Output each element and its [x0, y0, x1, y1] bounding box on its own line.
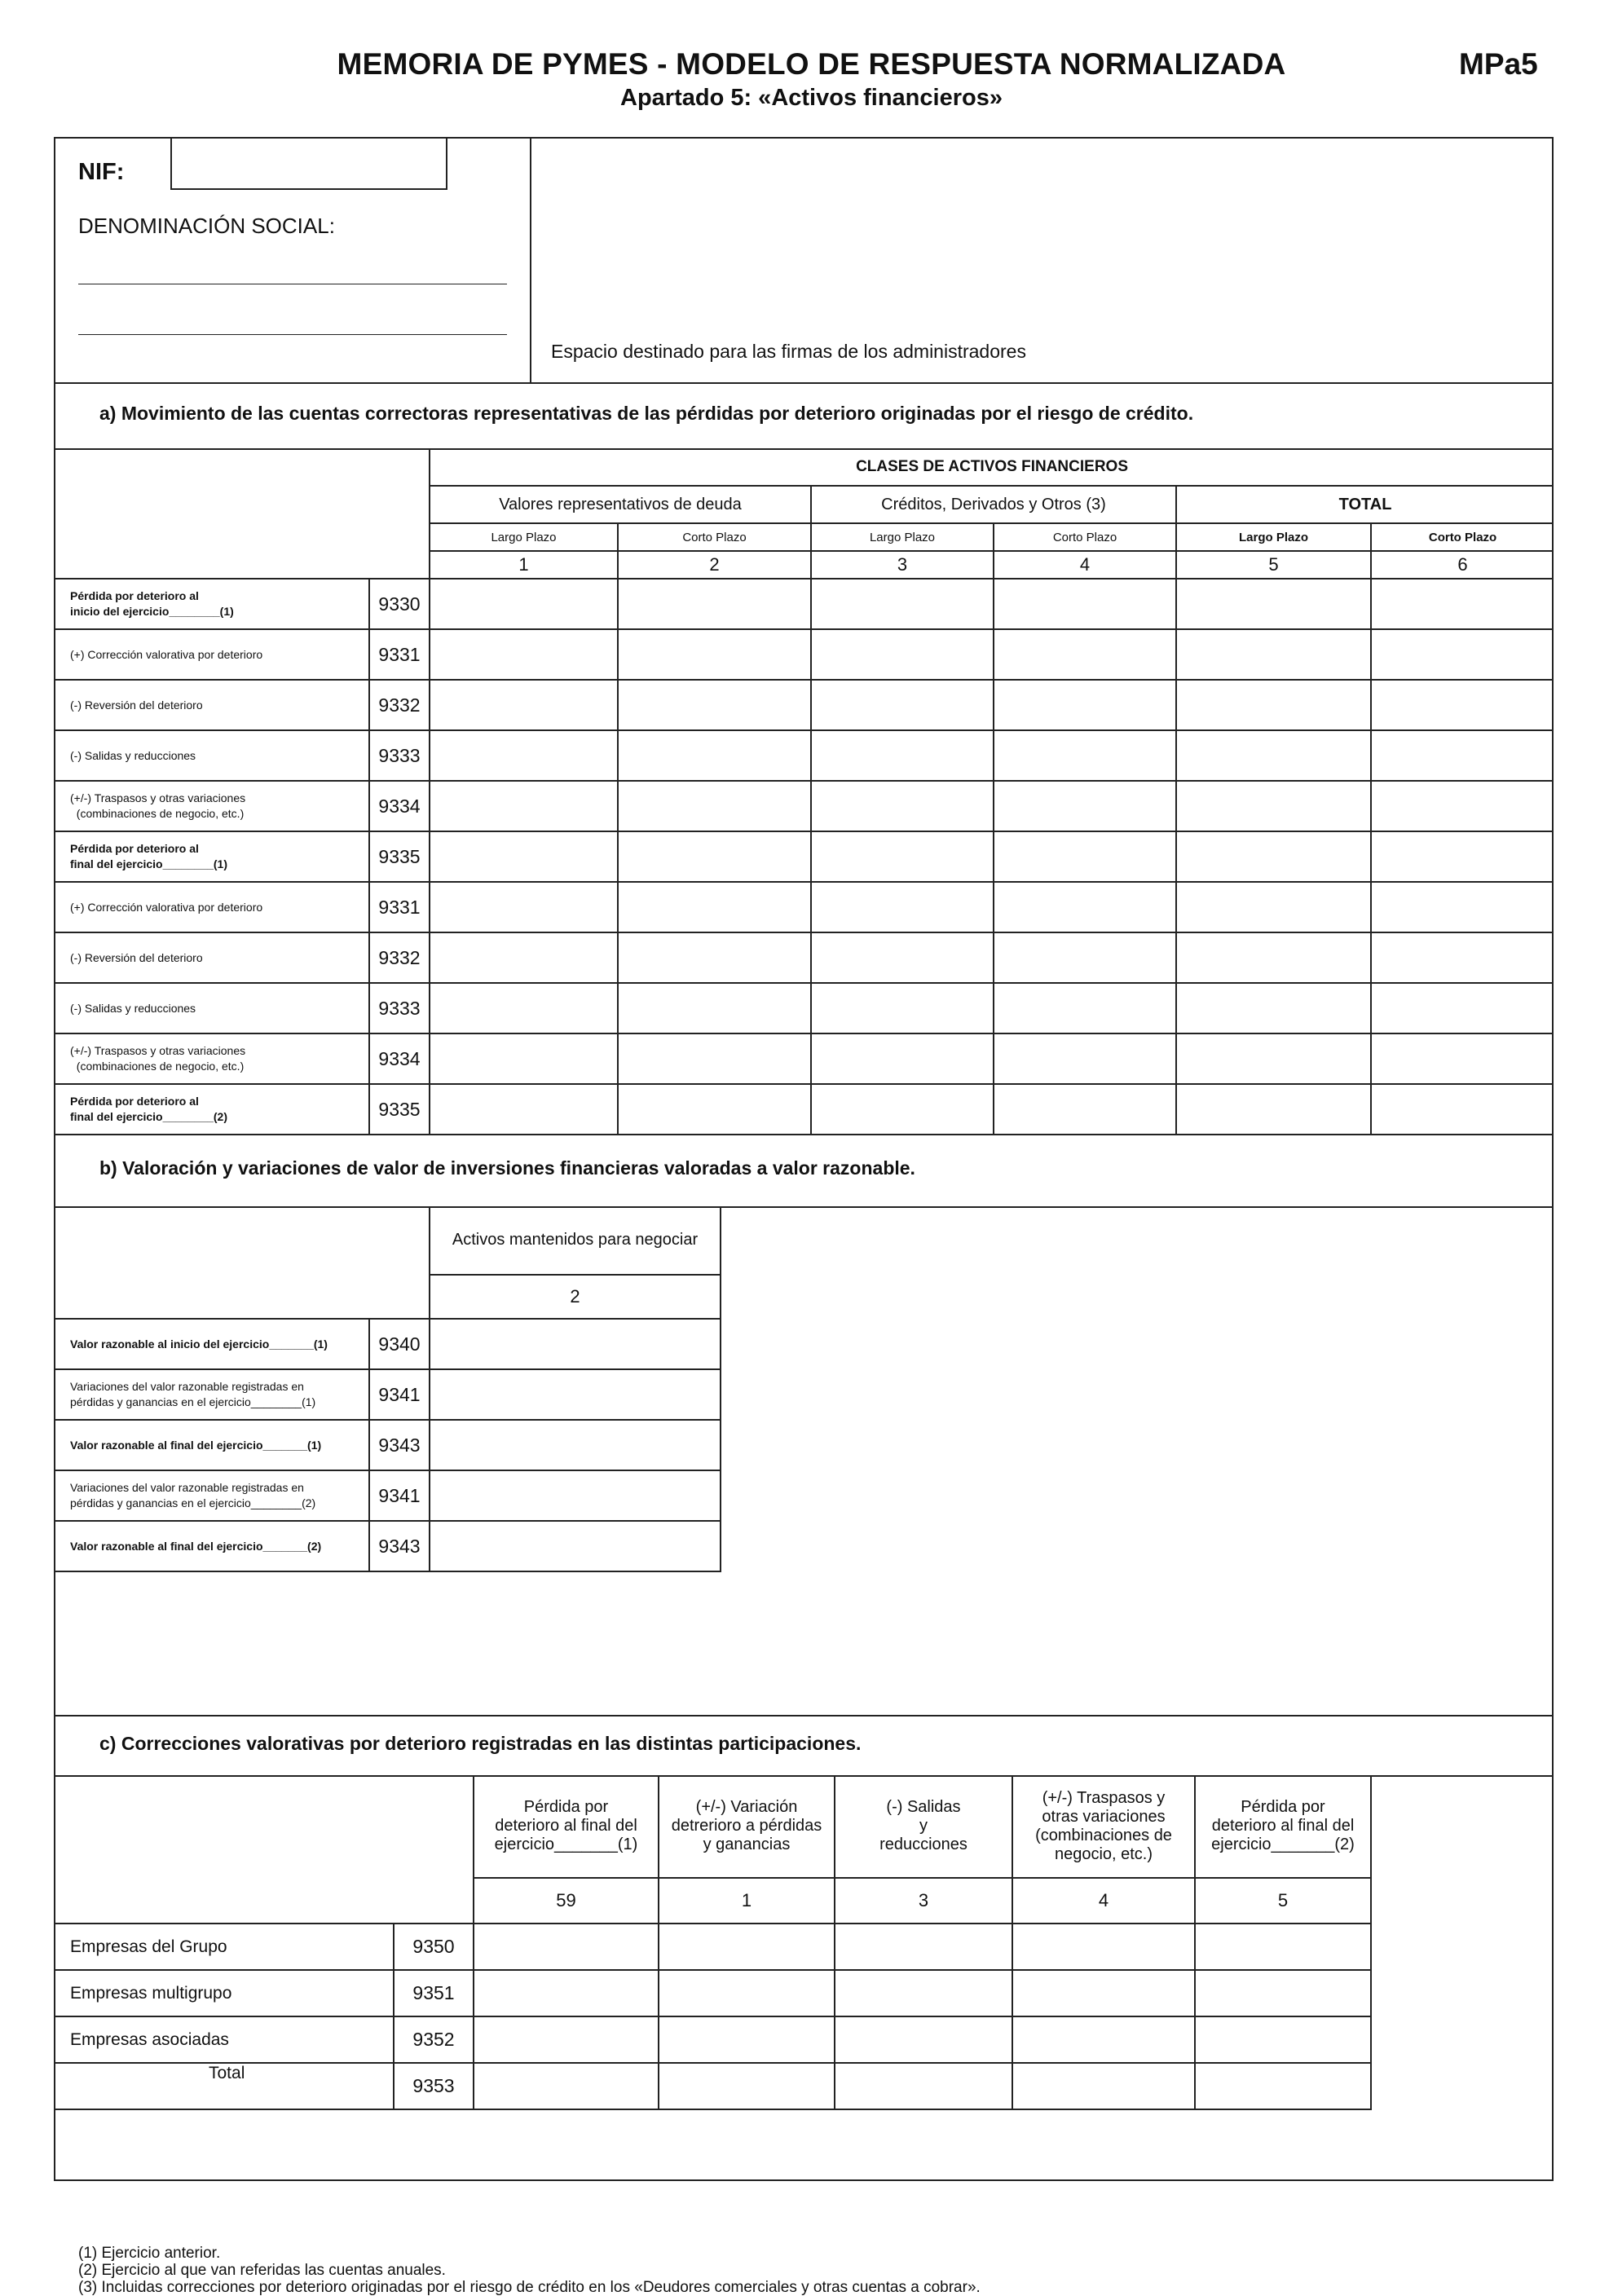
input-cell[interactable] — [659, 2016, 835, 2063]
input-cell[interactable] — [430, 680, 618, 730]
table-row — [54, 2016, 1371, 2063]
input-cell[interactable] — [430, 1470, 721, 1521]
row-label-line-2: final del ejercicio________(1) — [70, 857, 227, 870]
table-row — [54, 730, 1554, 781]
input-cell[interactable] — [811, 1084, 994, 1135]
input-cell[interactable] — [618, 1033, 811, 1084]
row-code: 9332 — [369, 680, 430, 730]
input-cell[interactable] — [1012, 2063, 1195, 2109]
input-cell[interactable] — [811, 781, 994, 831]
input-cell[interactable] — [618, 983, 811, 1033]
input-cell[interactable] — [618, 831, 811, 882]
input-cell[interactable] — [835, 2063, 1012, 2109]
input-cell[interactable] — [1371, 579, 1554, 629]
divider — [55, 1715, 1552, 1716]
table-row — [54, 629, 1554, 680]
input-cell[interactable] — [1176, 831, 1371, 882]
table-row — [54, 1369, 721, 1420]
input-cell[interactable] — [994, 730, 1176, 781]
input-cell[interactable] — [430, 579, 618, 629]
row-label — [54, 730, 369, 781]
note-1: (1) Ejercicio anterior. — [78, 2245, 221, 2262]
table-row — [54, 1033, 1554, 1084]
input-cell[interactable] — [1195, 1924, 1371, 1970]
input-cell[interactable] — [1012, 1924, 1195, 1970]
input-cell[interactable] — [430, 1369, 721, 1420]
input-cell[interactable] — [811, 629, 994, 680]
input-cell[interactable] — [1371, 680, 1554, 730]
input-cell[interactable] — [1371, 629, 1554, 680]
row-label — [54, 1033, 369, 1084]
row-label-line-2: pérdidas y ganancias en el ejercicio________(1) — [70, 1395, 316, 1408]
row-label — [54, 680, 369, 730]
input-cell[interactable] — [1176, 629, 1371, 680]
row-code: 9340 — [369, 1319, 430, 1369]
input-cell[interactable] — [618, 579, 811, 629]
row-code: 9331 — [369, 629, 430, 680]
input-cell[interactable] — [994, 1084, 1176, 1135]
table-row — [54, 1319, 721, 1369]
input-cell[interactable] — [1176, 882, 1371, 932]
row-label — [54, 1420, 369, 1470]
input-cell[interactable] — [994, 629, 1176, 680]
input-cell[interactable] — [1371, 1084, 1554, 1135]
table-row — [54, 2063, 1371, 2109]
input-cell[interactable] — [1012, 2016, 1195, 2063]
row-label-line-1: Valor razonable al inicio del ejercicio_______(1) — [70, 1337, 328, 1351]
input-cell[interactable] — [474, 2016, 659, 2063]
row-label: Empresas multigrupo — [54, 1970, 394, 2016]
table-row — [54, 781, 1554, 831]
row-label-line-1: Valor razonable al final del ejercicio_______(2) — [70, 1539, 322, 1553]
row-label-line-1: (+) Corrección valorativa por deterioro — [70, 647, 263, 661]
input-cell[interactable] — [430, 882, 618, 932]
row-code: 9341 — [369, 1369, 430, 1420]
input-cell[interactable] — [1176, 1033, 1371, 1084]
table-row — [54, 579, 1554, 629]
section-b-col-number: 2 — [430, 1275, 721, 1319]
section-a-corner — [54, 448, 430, 579]
row-code: 9343 — [369, 1420, 430, 1470]
row-code: 9351 — [394, 1970, 474, 2016]
form-frame — [54, 137, 1554, 2296]
table-row — [54, 831, 1554, 882]
section-c-title: c) Correcciones valorativas por deterioro registradas en las distintas participaciones. — [99, 1733, 862, 1754]
row-code: 9334 — [369, 1033, 430, 1084]
row-label-line-1: (-) Reversión del deterioro — [70, 950, 203, 964]
col-number-6: 6 — [1371, 551, 1554, 579]
section-c-col-number-5: 5 — [1195, 1878, 1371, 1924]
input-cell[interactable] — [430, 1420, 721, 1470]
input-cell[interactable] — [430, 831, 618, 882]
row-code: 9334 — [369, 781, 430, 831]
input-cell[interactable] — [1371, 882, 1554, 932]
section-c-table — [54, 1775, 1372, 2110]
table-row — [54, 983, 1554, 1033]
input-cell[interactable] — [430, 983, 618, 1033]
input-cell[interactable] — [1176, 932, 1371, 983]
input-cell[interactable] — [1371, 983, 1554, 1033]
subcol-6: Corto Plazo — [1371, 523, 1554, 551]
subcol-3: Largo Plazo — [811, 523, 994, 551]
input-cell[interactable] — [618, 882, 811, 932]
table-row — [54, 882, 1554, 932]
page-title: MEMORIA DE PYMES - MODELO DE RESPUESTA NORMALIZADA — [337, 47, 1286, 81]
input-cell[interactable] — [1176, 1084, 1371, 1135]
input-cell[interactable] — [1371, 831, 1554, 882]
firmas-label: Espacio destinado para las firmas de los administradores — [551, 341, 1026, 362]
input-cell[interactable] — [1195, 2063, 1371, 2109]
input-cell[interactable] — [1176, 680, 1371, 730]
row-label-line-1: Valor razonable al final del ejercicio_______(1) — [70, 1438, 322, 1452]
row-label-line-2: (combinaciones de negocio, etc.) — [70, 1060, 245, 1073]
row-label — [54, 983, 369, 1033]
section-c-col-number-2: 1 — [659, 1878, 835, 1924]
section-c-col-number-1: 59 — [474, 1878, 659, 1924]
row-label-line-2: inicio del ejercicio________(1) — [70, 605, 234, 618]
input-cell[interactable] — [1195, 2016, 1371, 2063]
nif-input[interactable] — [170, 139, 447, 190]
row-label — [54, 831, 369, 882]
input-cell[interactable] — [811, 983, 994, 1033]
subcol-2: Corto Plazo — [618, 523, 811, 551]
section-b-table — [54, 1206, 721, 1572]
input-cell[interactable] — [1176, 983, 1371, 1033]
row-label — [54, 1521, 369, 1571]
section-a-table — [54, 448, 1554, 1135]
input-cell[interactable] — [1012, 1970, 1195, 2016]
input-cell[interactable] — [1371, 932, 1554, 983]
row-code: 9352 — [394, 2016, 474, 2063]
row-code: 9350 — [394, 1924, 474, 1970]
input-cell[interactable] — [430, 781, 618, 831]
section-c-col-header-1: Pérdida por deterioro al final del ejercicio_______(1) — [474, 1775, 659, 1878]
input-cell[interactable] — [811, 932, 994, 983]
input-cell[interactable] — [994, 1033, 1176, 1084]
row-code: 9332 — [369, 932, 430, 983]
col-group-total: TOTAL — [1176, 486, 1554, 523]
input-cell[interactable] — [430, 932, 618, 983]
row-label-line-2: pérdidas y ganancias en el ejercicio________(2) — [70, 1496, 316, 1509]
row-label — [54, 629, 369, 680]
input-cell[interactable] — [618, 1084, 811, 1135]
input-cell[interactable] — [659, 1970, 835, 2016]
row-label — [54, 932, 369, 983]
row-label-line-2: final del ejercicio________(2) — [70, 1110, 227, 1123]
col-number-1: 1 — [430, 551, 618, 579]
subcol-4: Corto Plazo — [994, 523, 1176, 551]
row-code: 9341 — [369, 1470, 430, 1521]
table-row — [54, 1521, 721, 1571]
input-cell[interactable] — [811, 831, 994, 882]
input-cell[interactable] — [994, 831, 1176, 882]
input-cell[interactable] — [994, 579, 1176, 629]
input-cell[interactable] — [474, 1970, 659, 2016]
table-row — [54, 1970, 1371, 2016]
section-b-corner — [54, 1206, 430, 1319]
row-label: Total — [54, 2063, 394, 2109]
input-cell[interactable] — [430, 1521, 721, 1571]
input-cell[interactable] — [430, 1084, 618, 1135]
input-cell[interactable] — [618, 932, 811, 983]
note-3: (3) Incluidas correcciones por deterioro originadas por el riesgo de crédito en los «Deudores comerciales y otras cuentas a cobrar». — [78, 2279, 981, 2296]
section-c-col-header-4: (+/-) Traspasos y otras variaciones (combinaciones de negocio, etc.) — [1012, 1775, 1195, 1878]
input-cell[interactable] — [659, 1924, 835, 1970]
page-subtitle: Apartado 5: «Activos financieros» — [620, 85, 1003, 111]
row-code: 9335 — [369, 1084, 430, 1135]
input-cell[interactable] — [835, 2016, 1012, 2063]
col-number-4: 4 — [994, 551, 1176, 579]
row-label-line-1: (-) Salidas y reducciones — [70, 1001, 196, 1015]
row-label — [54, 882, 369, 932]
row-code: 9335 — [369, 831, 430, 882]
row-label-line-1: Pérdida por deterioro al — [70, 589, 199, 602]
input-cell[interactable] — [1195, 1970, 1371, 2016]
row-code: 9343 — [369, 1521, 430, 1571]
row-label — [54, 1369, 369, 1420]
row-label-line-2: (combinaciones de negocio, etc.) — [70, 807, 245, 820]
section-c-col-header-3: (-) Salidas y reducciones — [835, 1775, 1012, 1878]
input-cell[interactable] — [474, 2063, 659, 2109]
table-row — [54, 680, 1554, 730]
input-cell[interactable] — [994, 680, 1176, 730]
input-cell[interactable] — [811, 1033, 994, 1084]
input-cell[interactable] — [659, 2063, 835, 2109]
row-code: 9353 — [394, 2063, 474, 2109]
input-cell[interactable] — [474, 1924, 659, 1970]
section-b-col-header: Activos mantenidos para negociar — [430, 1206, 721, 1275]
row-code: 9333 — [369, 730, 430, 781]
input-cell[interactable] — [430, 629, 618, 680]
row-label-line-1: Pérdida por deterioro al — [70, 842, 199, 855]
row-label-line-1: Variaciones del valor razonable registradas en — [70, 1380, 304, 1393]
input-cell[interactable] — [1371, 730, 1554, 781]
row-label-line-1: Variaciones del valor razonable registradas en — [70, 1481, 304, 1494]
table-row — [54, 1084, 1554, 1135]
row-label — [54, 1319, 369, 1369]
table-row — [54, 1420, 721, 1470]
table-row — [54, 1924, 1371, 1970]
row-code: 9330 — [369, 579, 430, 629]
row-label — [54, 1470, 369, 1521]
nif-label: NIF: — [78, 159, 125, 185]
table-row — [54, 932, 1554, 983]
note-2: (2) Ejercicio al que van referidas las cuentas anuales. — [78, 2262, 446, 2279]
table-row — [54, 1470, 721, 1521]
section-c-col-number-3: 3 — [835, 1878, 1012, 1924]
row-label — [54, 1084, 369, 1135]
col-group-creditos: Créditos, Derivados y Otros (3) — [811, 486, 1176, 523]
col-number-2: 2 — [618, 551, 811, 579]
row-label — [54, 781, 369, 831]
denominacion-line-2[interactable] — [78, 334, 507, 335]
section-b-title: b) Valoración y variaciones de valor de inversiones financieras valoradas a valor razonable. — [99, 1157, 915, 1179]
section-c-col-header-5: Pérdida por deterioro al final del ejercicio_______(2) — [1195, 1775, 1371, 1878]
notes — [78, 2245, 981, 2296]
row-label-line-1: Pérdida por deterioro al — [70, 1095, 199, 1108]
row-label-line-1: (+/-) Traspasos y otras variaciones — [70, 791, 246, 804]
input-cell[interactable] — [994, 932, 1176, 983]
input-cell[interactable] — [811, 882, 994, 932]
input-cell[interactable] — [430, 1033, 618, 1084]
id-divider — [530, 139, 531, 382]
denominacion-label: DENOMINACIÓN SOCIAL: — [78, 214, 335, 238]
row-label-line-1: (+) Corrección valorativa por deterioro — [70, 900, 263, 914]
input-cell[interactable] — [1371, 781, 1554, 831]
input-cell[interactable] — [994, 882, 1176, 932]
row-label-line-1: (+/-) Traspasos y otras variaciones — [70, 1044, 246, 1057]
col-number-5: 5 — [1176, 551, 1371, 579]
subcol-5: Largo Plazo — [1176, 523, 1371, 551]
col-number-3: 3 — [811, 551, 994, 579]
input-cell[interactable] — [430, 1319, 721, 1369]
row-code: 9333 — [369, 983, 430, 1033]
input-cell[interactable] — [1176, 781, 1371, 831]
input-cell[interactable] — [835, 1970, 1012, 2016]
section-c-corner — [54, 1775, 474, 1924]
section-a-title: a) Movimiento de las cuentas correctoras representativas de las pérdidas por deterioro originadas por el riesgo de crédito. — [99, 403, 1194, 424]
section-c-col-number-4: 4 — [1012, 1878, 1195, 1924]
row-label — [54, 579, 369, 629]
row-label: Empresas del Grupo — [54, 1924, 394, 1970]
input-cell[interactable] — [1176, 730, 1371, 781]
input-cell[interactable] — [994, 781, 1176, 831]
input-cell[interactable] — [618, 781, 811, 831]
input-cell[interactable] — [811, 730, 994, 781]
row-label: Empresas asociadas — [54, 2016, 394, 2063]
col-group-valores: Valores representativos de deuda — [430, 486, 811, 523]
divider — [55, 382, 1552, 384]
subcol-1: Largo Plazo — [430, 523, 618, 551]
input-cell[interactable] — [618, 680, 811, 730]
row-label-line-1: (-) Salidas y reducciones — [70, 748, 196, 762]
input-cell[interactable] — [1371, 1033, 1554, 1084]
section-c-col-header-2: (+/-) Variación detreriorо a pérdidas y ganancias — [659, 1775, 835, 1878]
section-a-group-header: CLASES DE ACTIVOS FINANCIEROS — [430, 448, 1554, 486]
input-cell[interactable] — [811, 680, 994, 730]
row-label-line-1: (-) Reversión del deterioro — [70, 698, 203, 712]
input-cell[interactable] — [1176, 579, 1371, 629]
input-cell[interactable] — [994, 983, 1176, 1033]
input-cell[interactable] — [835, 1924, 1012, 1970]
input-cell[interactable] — [618, 730, 811, 781]
input-cell[interactable] — [811, 579, 994, 629]
input-cell[interactable] — [618, 629, 811, 680]
row-code: 9331 — [369, 882, 430, 932]
input-cell[interactable] — [430, 730, 618, 781]
form-code: MPa5 — [1459, 47, 1538, 81]
